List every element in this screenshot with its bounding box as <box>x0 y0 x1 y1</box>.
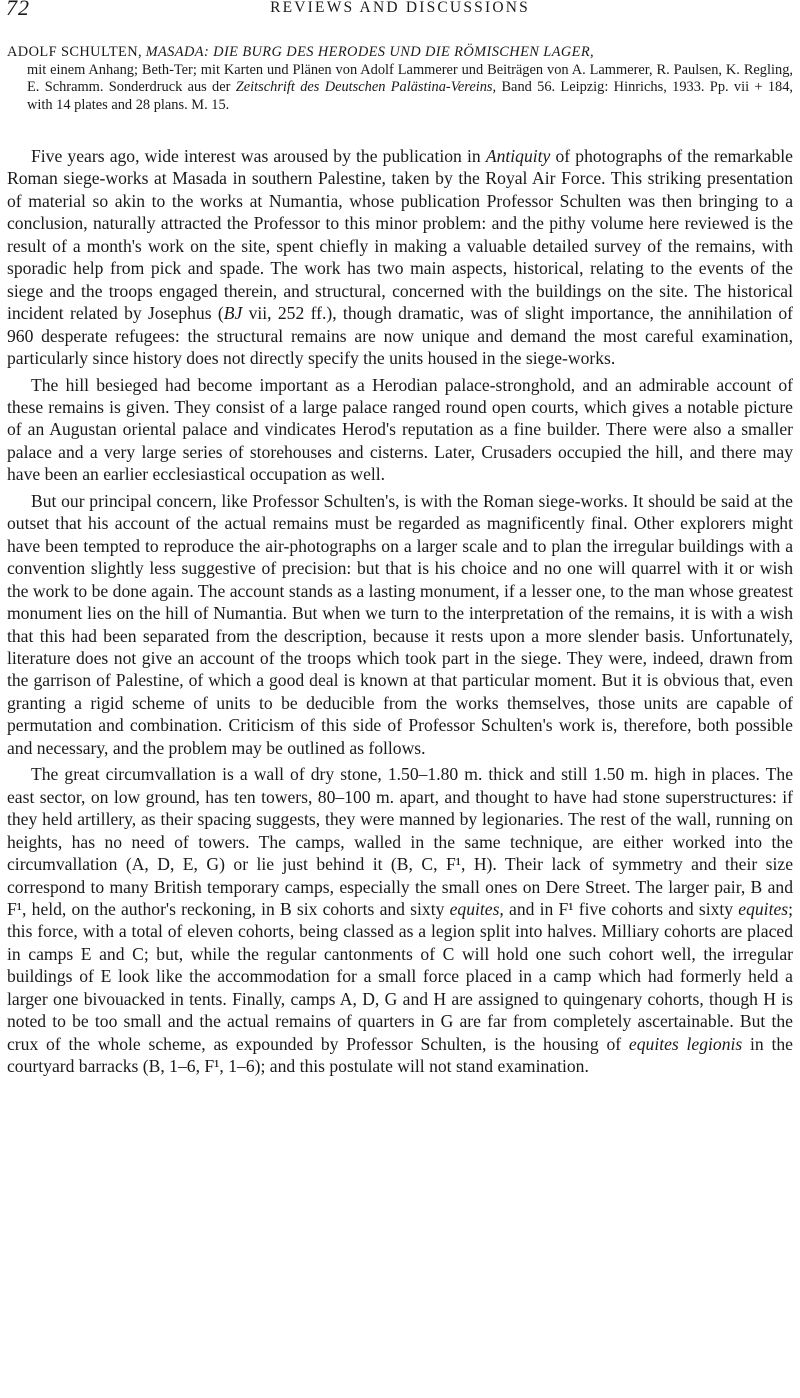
citation-publication: Band 56. Leipzig: Hinrichs, 1933. Pp. vii + 184, with 14 plates and 28 plans. M. 15. <box>27 79 794 113</box>
citation-title: MASADA: DIE BURG DES HERODES UND DIE RÖMISCHEN LAGER, <box>145 44 595 60</box>
p1-bj: BJ <box>223 303 243 324</box>
page-number: 72 <box>6 0 30 20</box>
p1-text-a: Five years ago, wide interest was aroused by the publication in <box>31 146 481 166</box>
citation-heading <box>7 44 793 62</box>
book-citation <box>7 44 793 114</box>
review-body <box>7 145 793 1082</box>
p4-text-a: The great circumvallation is a wall of dry stone, 1.50–1.80 m. thick and still 1.50 m. high in places. The east sector, on low ground, has ten towers, 80–100 m. apart, and thought to have had stone superstructures: if they held artillery, as their spacing suggests, they were manned by legionaries. The rest of the wall, running on heights, has no need of towers. The camps, walled in the same technique, are either worked into the circumvallation (A, D, E, G) or lie just behind it (B, C, F¹, H). Their lack of symmetry and their size correspond to many British temporary camps, especially the small ones on Dere Street. The larger pair, B and F¹, held, on the author's reckoning, in B six cohorts and sixty <box>7 764 793 919</box>
paragraph-2: The hill besieged had become important as a Herodian palace-stronghold, and an admirable account of these remains is given. They consist of a large palace ranged round open courts, which gives a notable picture of an Augustan oriental palace and vindicates Herod's reputation as a fine builder. There were also a smaller palace and a very large series of storehouses and cisterns. Later, Crusaders occupied the hill, and there may have been an earlier ecclesiastical occupation as well. <box>7 374 793 485</box>
paragraph-4 <box>7 763 793 1077</box>
paragraph-1 <box>7 145 793 370</box>
citation-author: ADOLF SCHULTEN, <box>7 44 142 60</box>
paragraph-3: But our principal concern, like Professor Schulten's, is with the Roman siege-works. It should be said at the outset that his account of the actual remains must be regarded as magnificently final. Other explorers might have been tempted to reproduce the air-photographs on a larger scale and to plan the irregular buildings with a convention slightly less suggestive of precision: but that is his choice and no one will quarrel with it or wish the work to be done again. The account stands as a lasting monument, if a lesser one, to the man whose greatest monument lies on the hill of Numantia. But when we turn to the interpretation of the remains, it is with a wish that this had been separated from the description, because it rests upon a more slender basis. Unfortunately, literature does not give an account of the troops which took part in the siege. They were, indeed, drawn from the garrison of Palestine, of which a good deal is known at that particular moment. But it is obvious that, even granting a rigid scheme of units to be deducible from the works themselves, those units are capable of permutation and combination. Criticism of this side of Professor Schulten's work is, therefore, both possible and necessary, and the problem may be outlined as follows. <box>7 490 793 758</box>
p4-text-b: and in F¹ five cohorts and sixty <box>509 898 734 919</box>
p4-text-c: ; this force, with a total of eleven cohorts, being classed as a legion split into halves. Milliary cohorts are placed in camps E and C; but, while the regular cantonments of C will hold one such cohort well, the irregular buildings of E look like the accommodation for a small force placed in a camp which had formerly held a larger one bivouacked in tents. Finally, camps A, D, G and H are assigned to quingenary cohorts, though H is noted to be too small and the actual remains of quarters in G are far from completely ascertainable. But the crux of the whole scheme, as expounded by Professor Schulten, is the housing of <box>7 898 794 1054</box>
p4-text-d: in the courtyard barracks (B, 1–6, F¹, 1–6); and this postulate will not stand examination. <box>7 1033 793 1077</box>
citation-details-text: mit einem Anhang; Beth-Ter; mit Karten und Plänen von Adolf Lammerer und Beiträgen von A. Lammerer, R. Paulsen, K. Regling, E. Schramm. Sonderdruck aus der <box>27 61 793 95</box>
running-header <box>6 0 794 24</box>
running-title: REVIEWS AND DISCUSSIONS <box>270 0 530 16</box>
citation-details <box>7 62 793 115</box>
p4-equites-1: equites, <box>449 898 504 919</box>
p1-text-b: of photographs of the remarkable Roman siege-works at Masada in southern Palestine, taken by the Royal Air Force. This striking presentation of material so akin to the works at Numantia, whose publication Professor Schulten was then bringing to a conclusion, naturally attracted the Professor to this minor problem: and the pithy volume here reviewed is the result of a month's work on the site, spent chiefly in making a valuable detailed survey of the remains, with sporadic help from pick and spade. The work has two main aspects, historical, relating to the events of the siege and the troops engaged therein, and structural, concerned with the buildings on the site. The historical incident related by Josephus ( <box>7 146 793 324</box>
p4-equites-2: equites <box>738 898 789 919</box>
p4-equites-legionis: equites legionis <box>628 1033 743 1054</box>
p1-text-c: vii, 252 ff.), though dramatic, was of slight importance, the annihilation of 960 desperate refugees: the structural remains are now unique and demand the most careful examination, particularly since history does not directly specify the units housed in the siege-works. <box>7 303 794 369</box>
p1-antiquity: Antiquity <box>485 146 551 166</box>
citation-journal: Zeitschrift des Deutschen Palästina-Vereins, <box>235 79 497 95</box>
